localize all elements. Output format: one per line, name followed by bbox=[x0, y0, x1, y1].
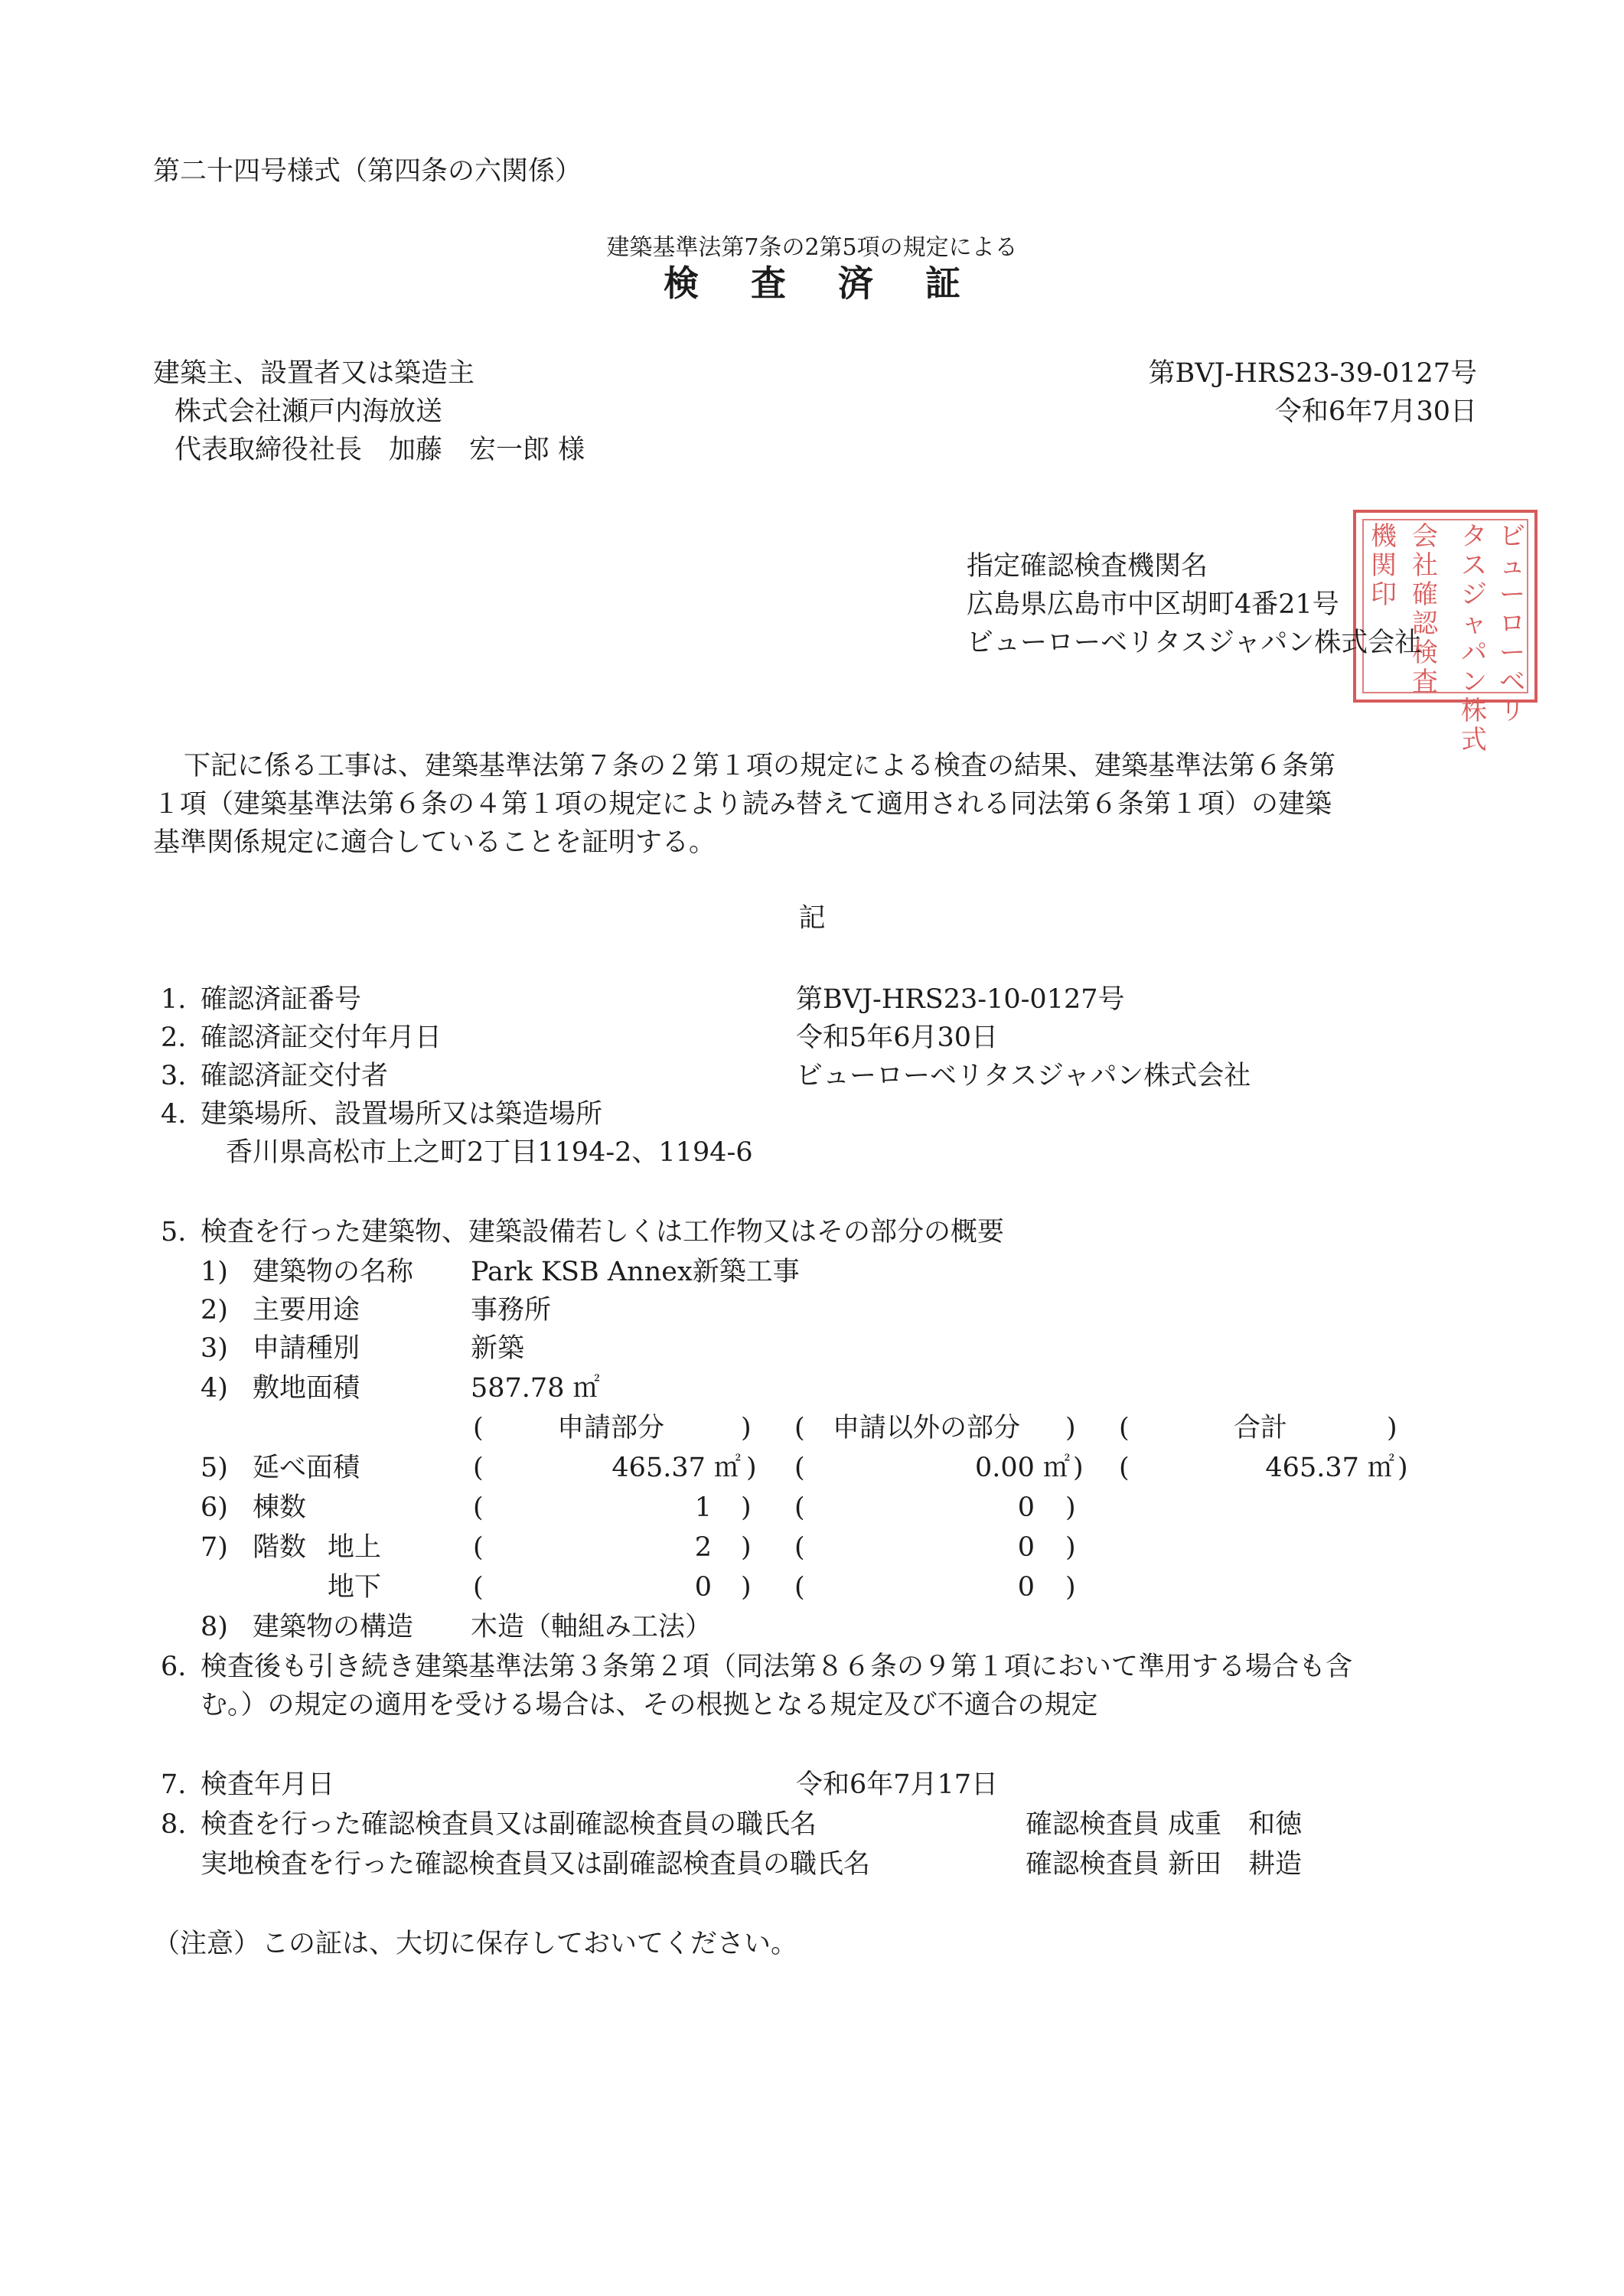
paren-close: ) bbox=[741, 1492, 752, 1523]
floor-area-applied: 465.37 ㎡ bbox=[611, 1453, 741, 1483]
item-8-value-1: 確認検査員 成重 和徳 bbox=[1026, 1809, 1303, 1840]
seal-text-col-2: タスジャパン株式 bbox=[1461, 521, 1487, 755]
item-6-number: 6. bbox=[161, 1652, 187, 1682]
paren-close: ) bbox=[741, 1532, 752, 1563]
ki-heading: 記 bbox=[798, 903, 826, 934]
paren-open: ( bbox=[794, 1492, 805, 1523]
addressee-representative: 代表取締役社長 加藤 宏一郎 様 bbox=[174, 435, 585, 465]
document-subtitle: 建築基準法第7条の2第5項の規定による bbox=[606, 234, 1018, 261]
item-1-value: 第BVJ-HRS23-10-0127号 bbox=[796, 984, 1125, 1015]
paren-close: ) bbox=[1065, 1532, 1076, 1563]
header-total: 合計 bbox=[1234, 1413, 1288, 1443]
seal-text-col-1: ビューローベリ bbox=[1499, 521, 1525, 726]
overview-8-label: 建築物の構造 bbox=[253, 1612, 414, 1642]
item-2-number: 2. bbox=[161, 1022, 187, 1053]
header-other: 申請以外の部分 bbox=[833, 1413, 1021, 1443]
body-line-3: 基準関係規定に適合していることを証明する。 bbox=[153, 827, 716, 858]
overview-4-label: 敷地面積 bbox=[253, 1373, 360, 1404]
seal-text-col-4: 機関印 bbox=[1371, 521, 1397, 610]
company-seal bbox=[1353, 510, 1538, 755]
overview-2-value: 事務所 bbox=[471, 1295, 552, 1326]
paren-open: ( bbox=[1119, 1453, 1130, 1483]
overview-3-number: 3) bbox=[201, 1333, 228, 1364]
item-7-label: 検査年月日 bbox=[201, 1769, 335, 1800]
paren-open: ( bbox=[473, 1453, 484, 1483]
paren-open: ( bbox=[473, 1492, 484, 1523]
floor-area-total: 465.37 ㎡ bbox=[1265, 1453, 1394, 1483]
item-1-label: 確認済証番号 bbox=[201, 984, 362, 1015]
item-5-number: 5. bbox=[161, 1217, 187, 1247]
issuer-name: ビューローベリタスジャパン株式会社 bbox=[967, 628, 1422, 658]
overview-1-number: 1) bbox=[201, 1257, 228, 1287]
seal-text-col-3: 会社確認検査 bbox=[1412, 521, 1438, 697]
issuer-label: 指定確認検査機関名 bbox=[967, 551, 1208, 582]
addressee-heading: 建築主、設置者又は築造主 bbox=[153, 358, 475, 389]
overview-3-label: 申請種別 bbox=[253, 1333, 360, 1364]
item-6-line-1: 検査後も引き続き建築基準法第３条第２項（同法第８６条の９第１項において準用する場合も含 bbox=[201, 1652, 1353, 1682]
item-4-label: 建築場所、設置場所又は築造場所 bbox=[201, 1099, 603, 1130]
item-2-value: 令和5年6月30日 bbox=[796, 1022, 999, 1053]
item-4-value: 香川県高松市上之町2丁目1194-2、1194-6 bbox=[226, 1137, 753, 1168]
paren-close: ) bbox=[1065, 1413, 1076, 1443]
issuer-address: 広島県広島市中区胡町4番21号 bbox=[967, 589, 1339, 620]
item-6-line-2: む。）の規定の適用を受ける場合は、その根拠となる規定及び不適合の規定 bbox=[201, 1690, 1098, 1720]
paren-open: ( bbox=[794, 1572, 805, 1603]
paren-open: ( bbox=[473, 1572, 484, 1603]
document-title: 検 査 済 証 bbox=[663, 263, 981, 304]
item-8-label-2: 実地検査を行った確認検査員又は副確認検査員の職氏名 bbox=[201, 1849, 871, 1880]
floors-above-other: 0 bbox=[1017, 1532, 1035, 1563]
overview-2-number: 2) bbox=[201, 1295, 228, 1326]
item-8-value-2: 確認検査員 新田 耕造 bbox=[1026, 1849, 1303, 1880]
paren-close: ) bbox=[1387, 1413, 1397, 1443]
item-3-label: 確認済証交付者 bbox=[201, 1061, 389, 1091]
overview-4-value: 587.78 ㎡ bbox=[471, 1373, 600, 1404]
item-5-label: 検査を行った建築物、建築設備若しくは工作物又はその部分の概要 bbox=[201, 1217, 1005, 1247]
floors-above-applied: 2 bbox=[694, 1532, 712, 1563]
paren-close: ) bbox=[741, 1572, 752, 1603]
paren-close: ) bbox=[1397, 1453, 1408, 1483]
paren-close: ) bbox=[746, 1453, 757, 1483]
paren-close: ) bbox=[741, 1413, 752, 1443]
overview-7-label: 階数 bbox=[253, 1532, 307, 1563]
note-label: （注意） bbox=[153, 1929, 261, 1959]
item-7-number: 7. bbox=[161, 1769, 187, 1800]
item-2-label: 確認済証交付年月日 bbox=[201, 1022, 442, 1053]
floors-below-label: 地下 bbox=[328, 1572, 382, 1603]
paren-open: ( bbox=[473, 1413, 484, 1443]
header-applied: 申請部分 bbox=[557, 1413, 665, 1443]
overview-8-value: 木造（軸組み工法） bbox=[471, 1612, 713, 1642]
paren-open: ( bbox=[794, 1413, 805, 1443]
item-4-number: 4. bbox=[161, 1099, 187, 1130]
paren-open: ( bbox=[794, 1453, 805, 1483]
overview-1-value: Park KSB Annex新築工事 bbox=[471, 1257, 800, 1287]
overview-1-label: 建築物の名称 bbox=[253, 1257, 414, 1287]
paren-close: ) bbox=[1073, 1453, 1084, 1483]
overview-3-value: 新築 bbox=[471, 1333, 525, 1364]
item-3-number: 3. bbox=[161, 1061, 187, 1091]
item-8-number: 8. bbox=[161, 1809, 187, 1840]
floor-area-other: 0.00 ㎡ bbox=[974, 1453, 1070, 1483]
paren-open: ( bbox=[1119, 1413, 1130, 1443]
item-3-value: ビューローベリタスジャパン株式会社 bbox=[796, 1061, 1251, 1091]
overview-4-number: 4) bbox=[201, 1373, 228, 1404]
form-number: 第二十四号様式（第四条の六関係） bbox=[153, 156, 582, 187]
item-7-value: 令和6年7月17日 bbox=[796, 1769, 999, 1800]
floors-above-label: 地上 bbox=[328, 1532, 382, 1563]
body-line-2: １項（建築基準法第６条の４第１項の規定により読み替えて適用される同法第６条第１項）の建築 bbox=[153, 789, 1332, 820]
building-count-applied: 1 bbox=[694, 1492, 712, 1523]
overview-8-number: 8) bbox=[201, 1612, 228, 1642]
building-count-other: 0 bbox=[1017, 1492, 1035, 1523]
certificate-number: 第BVJ-HRS23-39-0127号 bbox=[1148, 358, 1477, 389]
paren-close: ) bbox=[1065, 1492, 1076, 1523]
paren-open: ( bbox=[794, 1532, 805, 1563]
note-text: この証は、大切に保存しておいてください。 bbox=[262, 1929, 798, 1959]
overview-5-label: 延べ面積 bbox=[253, 1453, 360, 1483]
overview-6-label: 棟数 bbox=[253, 1492, 307, 1523]
item-1-number: 1. bbox=[161, 984, 187, 1015]
issue-date: 令和6年7月30日 bbox=[1274, 396, 1477, 427]
body-line-1: 下記に係る工事は、建築基準法第７条の２第１項の規定による検査の結果、建築基準法第６条第 bbox=[184, 751, 1336, 781]
overview-5-number: 5) bbox=[201, 1453, 228, 1483]
floors-below-other: 0 bbox=[1017, 1572, 1035, 1603]
paren-open: ( bbox=[473, 1532, 484, 1563]
paren-close: ) bbox=[1065, 1572, 1076, 1603]
floors-below-applied: 0 bbox=[694, 1572, 712, 1603]
overview-2-label: 主要用途 bbox=[253, 1295, 360, 1326]
overview-6-number: 6) bbox=[201, 1492, 228, 1523]
item-8-label-1: 検査を行った確認検査員又は副確認検査員の職氏名 bbox=[201, 1809, 817, 1840]
addressee-company: 株式会社瀬戸内海放送 bbox=[174, 396, 443, 427]
overview-7-number: 7) bbox=[201, 1532, 228, 1563]
